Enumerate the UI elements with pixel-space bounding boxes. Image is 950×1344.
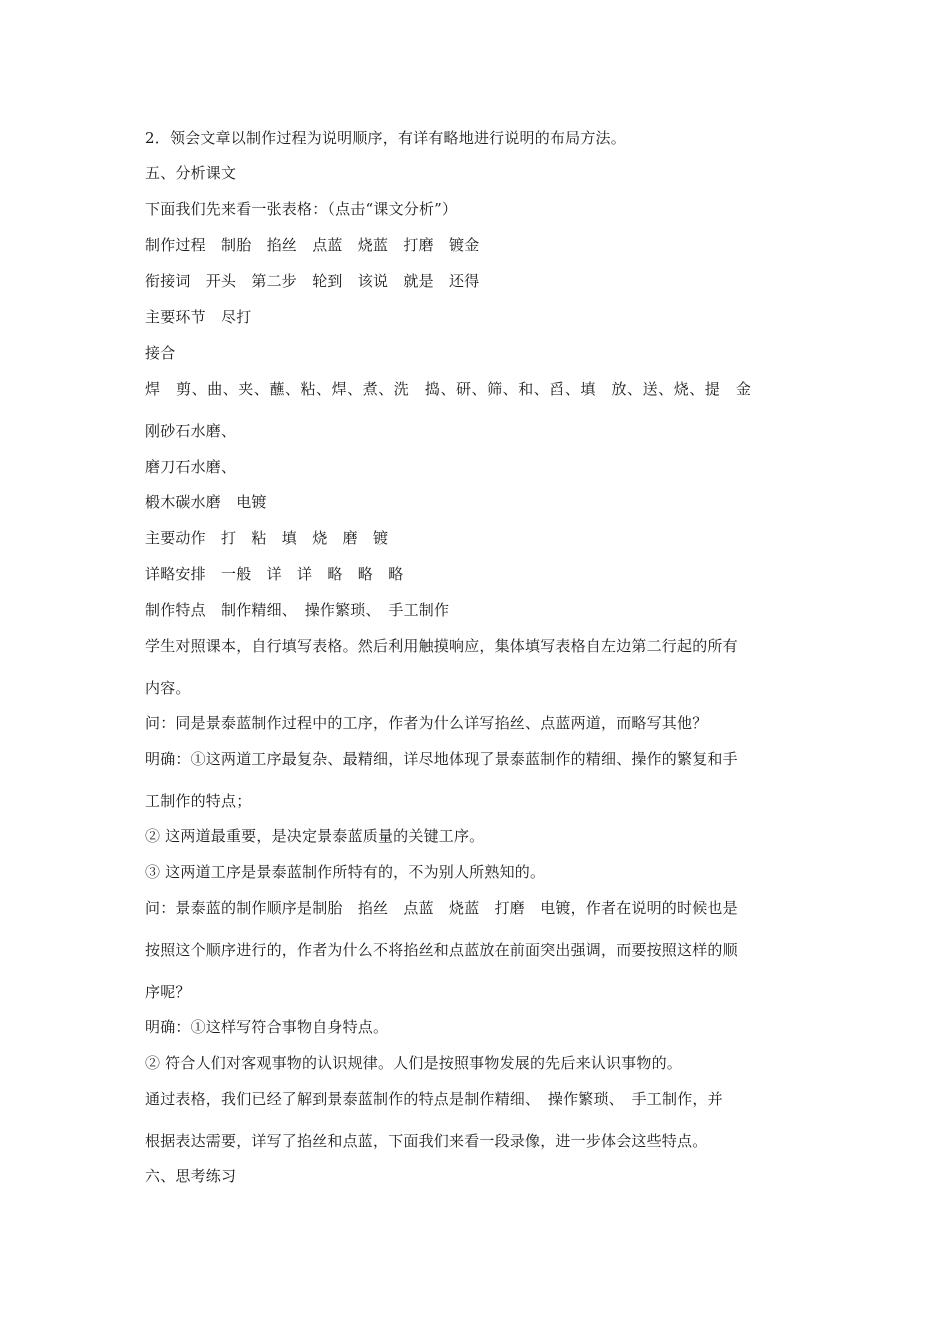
paragraph-line: 学生对照课本，自行填写表格。然后利用触摸响应，集体填写表格自左边第二行起的所有 [145,637,738,655]
paragraph-line: 根据表达需要，详写了掐丝和点蓝，下面我们来看一段录像，进一步体会这些特点。 [145,1132,708,1150]
answer-point: ② 符合人们对客观事物的认识规律。人们是按照事物发展的先后来认识事物的。 [145,1054,682,1072]
section-heading-exercises: 六、思考练习 [145,1167,237,1185]
table-row-grinding-3: 椴木碳水磨 电镀 [145,493,267,511]
table-row-actions-detail: 焊 剪、曲、夹、蘸、粘、焊、煮、洗 捣、研、筛、和、舀、填 放、送、烧、提 金 [145,380,752,398]
question-line: 按照这个顺序进行的，作者为什么不将掐丝和点蓝放在前面突出强调，而要按照这样的顺 [145,941,738,959]
paragraph-line: 下面我们先来看一张表格：（点击“课文分析”） [145,200,458,218]
table-row-main-actions: 主要动作 打 粘 填 烧 磨 镀 [145,529,389,547]
section-heading-analysis: 五、分析课文 [145,164,237,182]
objective-line-2: 2．领会文章以制作过程为说明顺序，有详有略地进行说明的布局方法。 [145,129,626,147]
paragraph-line: 内容。 [145,679,191,697]
question-line: 问：景泰蓝的制作顺序是制胎 掐丝 点蓝 烧蓝 打磨 电镀，作者在说明的时候也是 [145,899,738,917]
answer-line: 明确：①这两道工序最复杂、最精细，详尽地体现了景泰蓝制作的精细、操作的繁复和手 [145,750,738,768]
answer-line: 明确：①这样写符合事物自身特点。 [145,1018,389,1036]
paragraph-line: 通过表格，我们已经了解到景泰蓝制作的特点是制作精细、 操作繁琐、 手工制作，并 [145,1090,723,1108]
table-row-connectives: 衔接词 开头 第二步 轮到 该说 就是 还得 [145,272,480,290]
answer-line: 工制作的特点； [145,792,252,810]
table-row-grinding-1: 刚砂石水磨、 [145,422,237,440]
table-row-features: 制作特点 制作精细、 操作繁琐、 手工制作 [145,601,450,619]
question-line: 问：同是景泰蓝制作过程中的工序，作者为什么详写掐丝、点蓝两道，而略写其他？ [145,714,708,732]
answer-point: ③ 这两道工序是景泰蓝制作所特有的，不为别人所熟知的。 [145,863,546,881]
table-row-detail-arrangement: 详略安排 一般 详 详 略 略 略 [145,565,404,583]
table-row-joining: 接合 [145,344,176,362]
table-row-main-steps: 主要环节 尽打 [145,308,252,326]
question-line: 序呢？ [145,983,191,1001]
answer-point: ② 这两道最重要，是决定景泰蓝质量的关键工序。 [145,827,485,845]
table-row-process: 制作过程 制胎 掐丝 点蓝 烧蓝 打磨 镀金 [145,236,480,254]
table-row-grinding-2: 磨刀石水磨、 [145,458,237,476]
